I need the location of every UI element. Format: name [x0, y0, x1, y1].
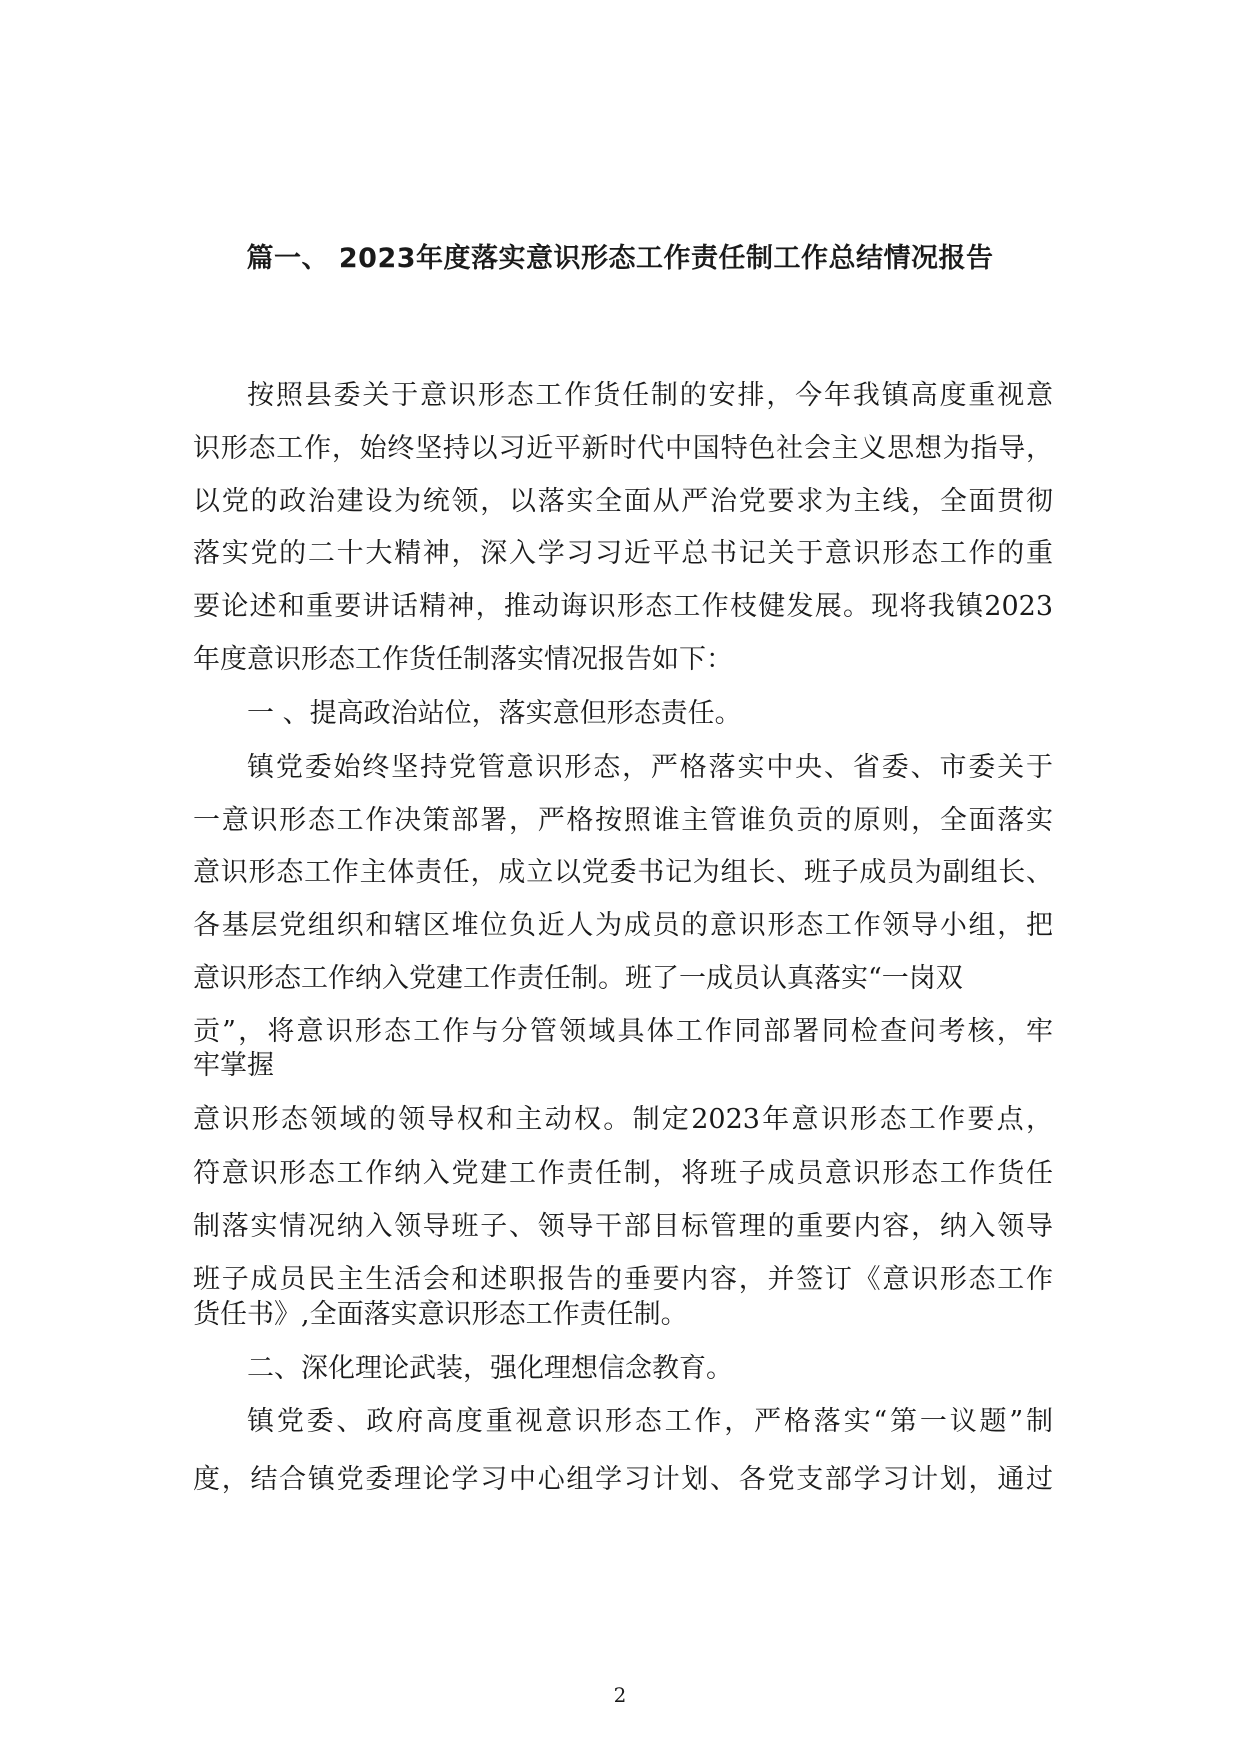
- document-title: 篇一、 2023年度落实意识形态工作责任制工作总结情况报告: [246, 243, 994, 274]
- text-line: 意识形态领域的领导权和主动权。制定2023年意识形态工作要点，: [193, 1104, 1053, 1135]
- text-line: 镇党委、政府高度重视意识形态工作，严格落实“第一议题”制: [247, 1406, 1053, 1437]
- text-line: 年度意识形态工作货任制落实情况报告如下：: [193, 644, 733, 675]
- text-line: 意识形态工作纳入党建工作责任制。班了一成员认真落实“一岗双: [193, 963, 963, 994]
- text-line: 意识形态工作主体责任，成立以党委书记为组长、班子成员为副组长、: [193, 857, 1053, 888]
- text-line: 落实党的二十大精神，深入学习习近平总书记关于意识形态工作的重: [193, 538, 1053, 569]
- text-line: 贡”，将意识形态工作与分管领域具体工作同部署同检查问考核，牢: [193, 1016, 1053, 1047]
- text-line: 班子成员民主生活会和述职报告的垂要内容，并签订《意识形态工作: [193, 1264, 1053, 1295]
- text-line: 制落实情况纳入领导班子、领导干部目标管理的重要内容，纳入领导: [193, 1211, 1053, 1242]
- text-line: 一意识形态工作决策部署，严格按照谁主管谁负贡的原则，全面落实: [193, 805, 1053, 836]
- text-line: 符意识形态工作纳入党建工作责任制，将班子成员意识形态工作货任: [193, 1158, 1053, 1189]
- text-line: 要论述和重要讲话精神，推动诲识形态工作枝健发展。现将我镇2023: [193, 591, 1053, 622]
- section-heading-2: 二、深化理论武装，强化理想信念教育。: [247, 1353, 733, 1384]
- text-line: 镇党委始终坚持党管意识形态，严格落实中央、省委、市委关于: [247, 752, 1053, 783]
- text-line: 识形态工作，始终坚持以习近平新时代中国特色社会主义思想为指导，: [193, 433, 1053, 464]
- text-line: 以党的政治建设为统领，以落实全面从严治党要求为主线，全面贯彻: [193, 486, 1053, 517]
- text-line: 度，结合镇党委理论学习中心组学习计划、各党支部学习计划，通过: [193, 1464, 1053, 1495]
- text-line: 牢掌握: [193, 1050, 274, 1081]
- text-line: 各基层党组织和辖区堆位负近人为成员的意识形态工作领导小组，把: [193, 910, 1053, 941]
- text-line: 货任书》,全面落实意识形态工作责任制。: [193, 1299, 688, 1330]
- page-number: 2: [613, 1683, 627, 1707]
- text-line: 按照县委关于意识形态工作货任制的安排，今年我镇高度重视意: [247, 380, 1053, 411]
- section-heading-1: 一 、提高政治站位，落实意但形态责任。: [247, 698, 742, 729]
